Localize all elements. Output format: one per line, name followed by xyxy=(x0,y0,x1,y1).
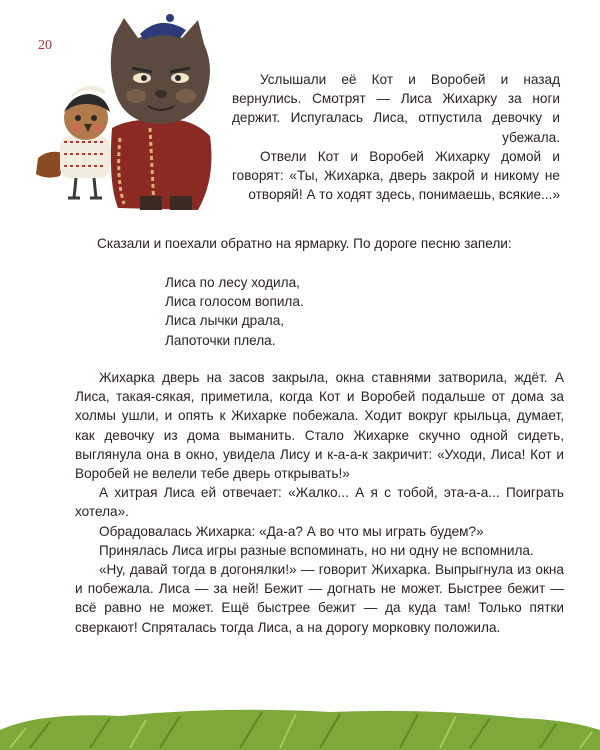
paragraph: Услышали её Кот и Воробей и назад вернулись. Смотрят — Лиса Жихарку за ноги держит. Испугалась Лиса, отпустила девочку и убежала. xyxy=(232,72,560,145)
poem xyxy=(165,273,425,350)
poem-line: Лиса голосом вопила. xyxy=(165,294,304,310)
poem-line: Лиса по лесу ходила, xyxy=(165,275,300,290)
paragraph: Отвели Кот и Воробей Жихарку домой и говорят: «Ты, Жихарка, дверь закрой и никому не отворяй! А то ходят здесь, понимаешь, всякие...» xyxy=(232,148,560,203)
grass-illustration xyxy=(0,700,600,750)
right-text-block xyxy=(232,70,560,204)
paragraph: Обрадовалась Жихарка: «Да-а? А во что мы играть будем?» xyxy=(99,523,484,539)
paragraph: Принялась Лиса игры разные вспоминать, но ни одну не вспомнила. xyxy=(99,542,534,558)
poem-line: Лапоточки плела. xyxy=(165,332,276,348)
poem-line: Лиса лычки драла, xyxy=(165,313,285,329)
paragraph-full-line: Сказали и поехали обратно на ярмарку. По дороге песню запели: xyxy=(97,236,512,251)
cat-and-sparrow-illustration xyxy=(20,8,240,220)
paragraph: Жихарка дверь на засов закрыла, окна ставнями затворила, ждёт. А Лиса, такая-сякая, приметила, когда Кот и Воробей подальше от дома за холмы ушли, и опять к Жихарке побежала. Ходит вокруг крыльца, думает, как девочку из дома выманить. Стало Жихарке скучно одной сидеть, выглянула она в окно, увидела Лису и к-а-а-к закричит: «Уходи, Лиса! Кот и Воробей не велели тебе дверь открывать!» xyxy=(75,370,564,482)
body-text-block xyxy=(75,368,564,637)
page-number: 20 xyxy=(38,38,52,53)
paragraph: А хитрая Лиса ей отвечает: «Жалко... А я с тобой, эта-а-а... Поиграть хотела». xyxy=(75,485,564,520)
paragraph: «Ну, давай тогда в догонялки!» — говорит Жихарка. Выпрыгнула из окна и побежала. Лиса — за ней! Бежит — догнать не может. Быстрее бежит — всё равно не может. Ещё быстрее бежит — да куда там! Только пятки сверкают! Спряталась тогда Лиса, а на дорогу морковку положила. xyxy=(75,562,564,635)
